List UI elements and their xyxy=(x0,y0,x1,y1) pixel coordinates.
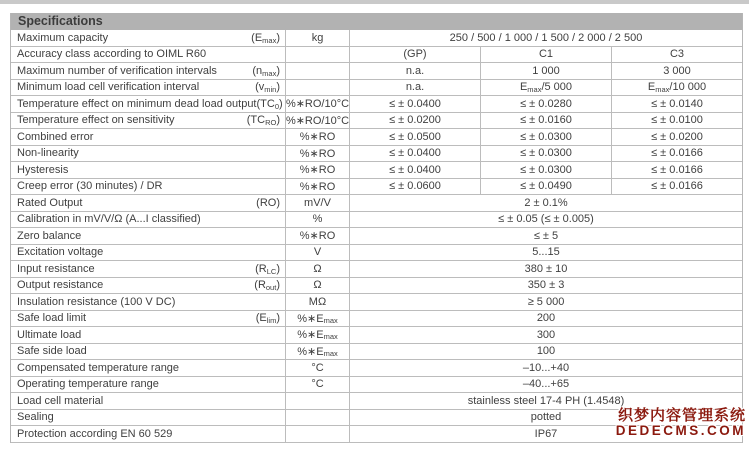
value-cell-span: 200 xyxy=(536,312,556,325)
param-label: Ultimate load xyxy=(17,328,82,341)
unit-cell: %∗E $_{max}$ xyxy=(285,311,350,327)
param-symbol: $(TC_{RO})$ xyxy=(246,114,280,128)
unit-cell xyxy=(285,80,350,96)
value-cell: ≤ ± 0.0400 xyxy=(389,97,441,110)
value-cell: ≤ ± 0.0490 xyxy=(480,179,611,195)
table-row xyxy=(11,129,742,146)
param-cell xyxy=(11,47,285,63)
param-label: Creep error (30 minutes) / DR xyxy=(17,180,163,193)
table-row xyxy=(11,245,742,262)
value-cell-span: 350 ± 3 xyxy=(527,279,565,292)
unit-cell xyxy=(285,393,350,409)
value-cell: ≤ ± 0.0200 xyxy=(611,129,742,145)
unit-cell: Ω xyxy=(285,278,350,294)
table-row xyxy=(11,278,742,295)
unit-cell: Ω xyxy=(285,261,350,277)
param-label: Maximum number of verification intervals xyxy=(17,64,217,77)
value-cell-span: 300 xyxy=(536,328,556,341)
param-label: Safe load limit xyxy=(17,312,87,325)
unit-cell: %∗RO xyxy=(285,129,350,145)
param-label: Accuracy class according to OIML R60 xyxy=(17,48,207,61)
table-row xyxy=(11,96,742,113)
value-cell-span: 100 xyxy=(536,345,556,358)
param-label: Load cell material xyxy=(17,394,104,407)
table-row xyxy=(11,162,742,179)
value-cell: ≤ ± 0.0280 xyxy=(480,96,611,112)
unit-cell xyxy=(285,47,350,63)
unit-cell: °C xyxy=(285,377,350,393)
value-cell: C3 xyxy=(611,47,742,63)
param-label: Temperature effect on sensitivity xyxy=(17,114,175,127)
param-label: Minimum load cell verification interval xyxy=(17,81,200,94)
subscript: lim xyxy=(266,316,277,326)
unit-cell: MΩ xyxy=(285,294,350,310)
param-cell xyxy=(11,80,285,96)
param-cell xyxy=(11,212,285,228)
param-label: Safe side load xyxy=(17,345,87,358)
value-cell-span: potted xyxy=(530,411,562,424)
value-cell: ≤ ± 0.0500 xyxy=(389,130,441,143)
param-cell xyxy=(11,327,285,343)
param-cell xyxy=(11,311,285,327)
unit-cell: V xyxy=(285,245,350,261)
param-label: Combined error xyxy=(17,130,94,143)
subscript: max xyxy=(262,35,277,45)
value-cell: ≤ ± 0.0166 xyxy=(611,179,742,195)
value-cell: ≤ ± 0.0166 xyxy=(611,162,742,178)
param-cell xyxy=(11,278,285,294)
unit-cell: kg xyxy=(285,30,350,46)
value-cell-span: ≤ ± 5 xyxy=(533,229,559,242)
param-cell xyxy=(11,162,285,178)
subscript: max xyxy=(527,84,542,94)
unit-cell xyxy=(285,63,350,79)
value-cell: ≤ ± 0.0600 xyxy=(389,180,441,193)
table-row xyxy=(11,228,742,245)
watermark xyxy=(616,408,746,438)
value-cell: ≤ ± 0.0300 xyxy=(480,162,611,178)
value-cell: n.a. xyxy=(405,64,425,77)
value-cell-span: IP67 xyxy=(534,427,558,440)
param-cell xyxy=(11,344,285,360)
table-row xyxy=(11,344,742,361)
value-cell: ≤ ± 0.0166 xyxy=(611,146,742,162)
table-row xyxy=(11,311,742,328)
param-cell xyxy=(11,30,285,46)
param-label: Excitation voltage xyxy=(17,246,104,259)
value-cell-span: 380 ± 10 xyxy=(524,262,568,275)
param-cell xyxy=(11,360,285,376)
value-cell-span: 250 / 500 / 1 000 / 1 500 / 2 000 / 2 500 xyxy=(449,31,643,44)
param-symbol: (RO) xyxy=(256,196,280,209)
unit-cell: %∗RO xyxy=(285,146,350,162)
table-row xyxy=(11,47,742,64)
table-row xyxy=(11,294,742,311)
param-label: Insulation resistance (100 V DC) xyxy=(17,295,176,308)
value-cell: E $_{max}$ /5 000 xyxy=(480,80,611,96)
value-cell: (GP) xyxy=(403,48,427,61)
value-cell-span: stainless steel 17-4 PH (1.4548) xyxy=(467,394,625,407)
subscript: 0 xyxy=(274,101,279,111)
table-row xyxy=(11,179,742,196)
value-cell-span: –40...+65 xyxy=(522,378,570,391)
unit-cell: %∗RO xyxy=(285,179,350,195)
value-cell: ≤ ± 0.0400 xyxy=(389,147,441,160)
table-row xyxy=(11,377,742,394)
table-row xyxy=(11,327,742,344)
watermark-url-line: DEDECMS.COM xyxy=(615,423,746,438)
param-cell xyxy=(11,228,285,244)
param-cell xyxy=(11,146,285,162)
param-cell xyxy=(11,393,285,409)
table-title: Specifications xyxy=(11,13,742,30)
watermark-cjk-line: 织梦内容管理系统 xyxy=(617,407,746,424)
param-symbol: $(TC_0)$ xyxy=(256,97,283,111)
param-cell xyxy=(11,195,285,211)
param-symbol: $(E_{max})$ xyxy=(251,31,280,45)
param-cell xyxy=(11,96,285,112)
param-cell xyxy=(11,63,285,79)
table-row xyxy=(11,195,742,212)
subscript: max xyxy=(323,348,338,358)
value-cell-span: 2 ± 0.1% xyxy=(524,196,568,209)
value-cell: C1 xyxy=(480,47,611,63)
value-cell: ≤ ± 0.0140 xyxy=(611,96,742,112)
subscript: max xyxy=(262,68,277,78)
subscript: min xyxy=(264,85,277,95)
param-cell xyxy=(11,179,285,195)
subscript: max xyxy=(655,84,670,94)
value-cell-span: 5...15 xyxy=(532,246,560,259)
value-cell: ≤ ± 0.0200 xyxy=(389,114,441,127)
param-label: Protection according EN 60 529 xyxy=(17,427,173,440)
param-label: Calibration in mV/V/Ω (A...I classified) xyxy=(17,213,201,226)
table-row xyxy=(11,63,742,80)
value-cell: 1 000 xyxy=(480,63,611,79)
unit-cell: %∗RO/10°C xyxy=(285,96,350,112)
value-cell: ≤ ± 0.0300 xyxy=(480,129,611,145)
unit-cell xyxy=(285,426,350,442)
table-row xyxy=(11,146,742,163)
param-label: Non-linearity xyxy=(17,147,79,160)
top-divider-bar xyxy=(0,0,749,4)
param-label: Sealing xyxy=(17,411,54,424)
param-cell xyxy=(11,426,285,442)
param-label: Output resistance xyxy=(17,279,104,292)
value-cell: ≤ ± 0.0100 xyxy=(611,113,742,129)
param-cell xyxy=(11,245,285,261)
subscript: RO xyxy=(265,118,277,128)
param-label: Maximum capacity xyxy=(17,31,109,44)
value-cell-span: –10...+40 xyxy=(522,361,570,374)
table-row xyxy=(11,212,742,229)
unit-cell: %∗RO/10°C xyxy=(285,113,350,129)
value-cell: ≤ ± 0.0300 xyxy=(480,146,611,162)
param-symbol: $(n_{max})$ xyxy=(252,64,280,78)
param-cell xyxy=(11,377,285,393)
table-body xyxy=(11,30,742,443)
unit-cell: %∗RO xyxy=(285,228,350,244)
subscript: max xyxy=(323,315,338,325)
param-label: Rated Output xyxy=(17,196,83,209)
value-cell: ≤ ± 0.0400 xyxy=(389,163,441,176)
table-row xyxy=(11,261,742,278)
param-cell xyxy=(11,113,285,129)
param-symbol: $(R_{out})$ xyxy=(254,279,280,293)
param-symbol: $(R_{LC})$ xyxy=(255,262,280,276)
specifications-table xyxy=(10,13,743,443)
param-symbol: $(E_{lim})$ xyxy=(255,312,280,326)
param-label: Hysteresis xyxy=(17,163,69,176)
value-cell: E $_{max}$ /10 000 xyxy=(611,80,742,96)
subscript: LC xyxy=(266,266,277,276)
unit-cell: %∗RO xyxy=(285,162,350,178)
param-cell xyxy=(11,294,285,310)
unit-cell: °C xyxy=(285,360,350,376)
param-label: Operating temperature range xyxy=(17,378,159,391)
param-label: Input resistance xyxy=(17,262,95,275)
param-label: Zero balance xyxy=(17,229,82,242)
subscript: max xyxy=(323,332,338,341)
value-cell: 3 000 xyxy=(611,63,742,79)
subscript: out xyxy=(265,283,277,293)
value-cell: ≤ ± 0.0160 xyxy=(480,113,611,129)
table-row xyxy=(11,30,742,47)
table-row xyxy=(11,360,742,377)
param-label: Compensated temperature range xyxy=(17,361,180,374)
param-cell xyxy=(11,129,285,145)
value-cell-span: ≤ ± 0.05 (≤ ± 0.005) xyxy=(498,213,594,226)
value-cell-span: ≥ 5 000 xyxy=(527,295,565,308)
unit-cell: mV/V xyxy=(285,195,350,211)
unit-cell: %∗E $_{max}$ xyxy=(285,327,350,343)
param-label: Temperature effect on minimum dead load output xyxy=(17,97,257,110)
table-row xyxy=(11,80,742,97)
param-cell xyxy=(11,410,285,426)
unit-cell: %∗E $_{max}$ xyxy=(285,344,350,360)
unit-cell: % xyxy=(285,212,350,228)
value-cell: n.a. xyxy=(405,81,425,94)
param-cell xyxy=(11,261,285,277)
param-symbol: $(v_{min})$ xyxy=(255,81,280,95)
table-row xyxy=(11,113,742,130)
unit-cell xyxy=(285,410,350,426)
